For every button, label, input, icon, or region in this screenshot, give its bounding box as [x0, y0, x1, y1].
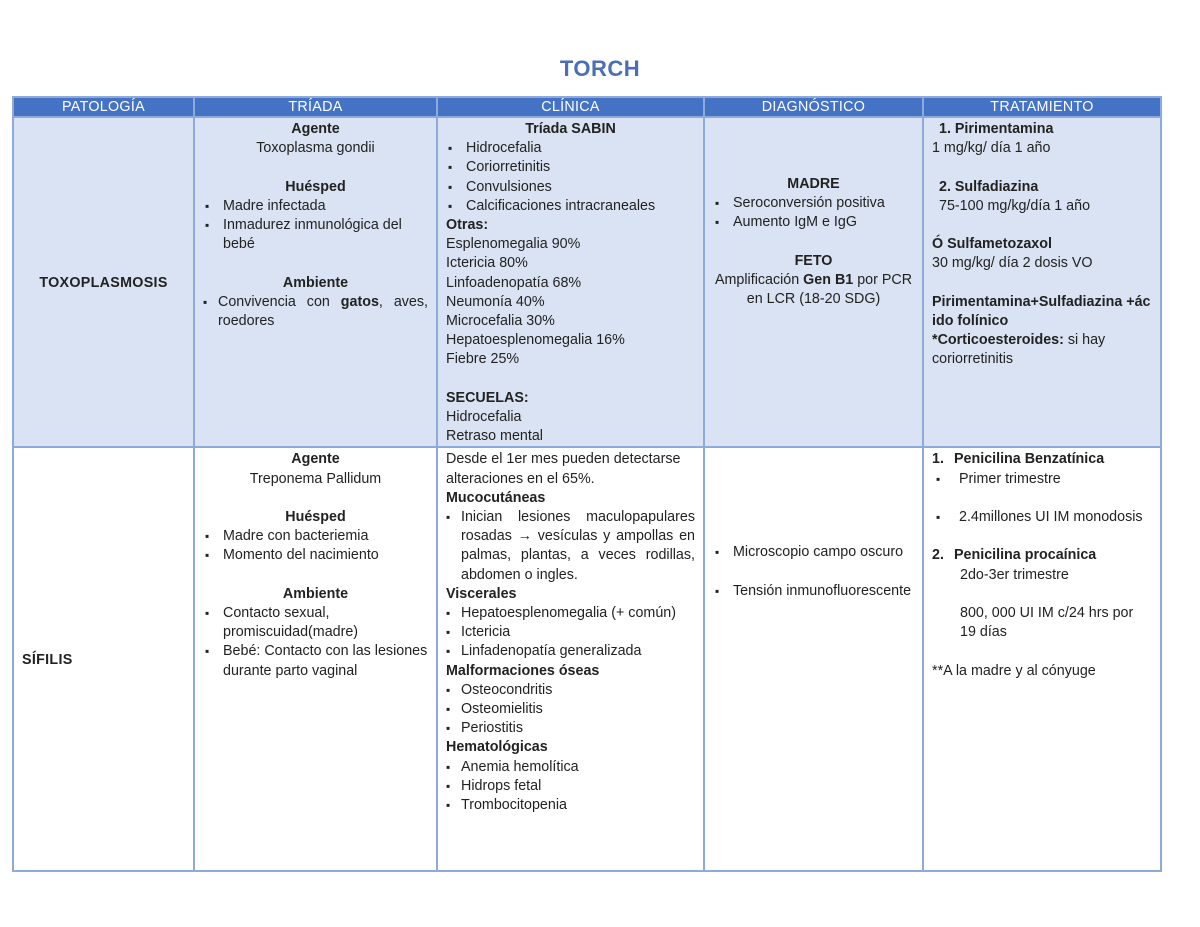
- header-tratamiento: TRATAMIENTO: [923, 97, 1161, 117]
- sabin-heading: Tríada SABIN: [525, 121, 616, 137]
- agente-value: Toxoplasma gondii: [256, 140, 375, 157]
- list-item: Neumonía 40%: [446, 293, 545, 310]
- list-item: ▪ Madre con bacteriemia: [203, 527, 428, 546]
- header-triada: TRÍADA: [194, 97, 437, 117]
- header-patologia: PATOLOGÍA: [13, 97, 194, 117]
- secuelas-heading: SECUELAS:: [446, 389, 529, 406]
- list-item: ▪ Momento del nacimiento: [203, 546, 428, 565]
- cell-patologia-toxoplasmosis: TOXOPLASMOSIS: [13, 117, 194, 447]
- list-item: ▪ Ictericia: [446, 623, 695, 642]
- list-item: ▪ Calcificaciones intracraneales: [446, 197, 695, 216]
- torch-table: [12, 96, 1162, 872]
- list-item: ▪ Hepatoesplenomegalia (+ común): [446, 604, 695, 623]
- cell-clinica-sifilis: [437, 447, 704, 871]
- treatment-dose: 2do-3er trimestre: [960, 566, 1069, 583]
- treatment-combination: Pirimentamina+Sulfadiazina +ácido folínico: [932, 293, 1151, 329]
- treatment-heading: [932, 450, 1152, 469]
- list-item: ▪ Bebé: Contacto con las lesiones durante parto vaginal: [203, 642, 428, 680]
- viscerales-heading: Viscerales: [446, 585, 517, 602]
- cell-triada-sifilis: [194, 447, 437, 871]
- cell-patologia-sifilis: SÍFILIS: [13, 447, 194, 871]
- agente-value: Treponema Pallidum: [249, 470, 382, 487]
- list-item: ▪ Trombocitopenia: [446, 796, 695, 815]
- page-title: TORCH: [559, 56, 641, 81]
- feto-bold: Gen B1: [803, 272, 854, 288]
- header-clinica: CLÍNICA: [437, 97, 704, 117]
- treatment-dose: 1 mg/kg/ día 1 año: [932, 140, 1051, 157]
- treatment-heading: 2. Sulfadiazina: [939, 178, 1039, 195]
- feto-text-post: por PCR en LCR (18-20 SDG): [746, 272, 913, 308]
- treatment-heading: 1. Pirimentamina: [939, 121, 1054, 137]
- list-item: ▪ Tensión inmunofluorescente: [713, 582, 914, 601]
- ambiente-text: Convivencia con: [218, 293, 341, 310]
- treatment-heading-text: Penicilina Benzatínica: [954, 451, 1105, 468]
- list-item: ▪ Inician lesiones maculopapulares rosadas → vesículas y ampollas en palmas, plantas, a veces rodillas, abdomen o ingles.: [446, 508, 695, 585]
- header-diagnostico: DIAGNÓSTICO: [704, 97, 923, 117]
- treatment-dose: 30 mg/kg/ día 2 dosis VO: [932, 255, 1093, 272]
- corticoesteroides-label: *Corticoesteroides:: [932, 332, 1064, 349]
- list-item: ▪ Hidrops fetal: [446, 777, 695, 796]
- corticoesteroides-note: [932, 331, 1152, 369]
- treatment-note: **A la madre y al cónyuge: [932, 662, 1096, 679]
- list-item: ▪ Seroconversión positiva: [713, 194, 914, 213]
- huesped-heading: Huésped: [285, 509, 346, 526]
- list-item: ▪ Inmadurez inmunológica del bebé: [203, 216, 428, 254]
- treatment-number: 2.: [932, 547, 944, 564]
- otras-heading: Otras:: [446, 217, 489, 234]
- cell-triada-toxoplasmosis: [194, 117, 437, 447]
- feto-text: [713, 271, 914, 309]
- mucocutaneas-heading: Mucocutáneas: [446, 489, 546, 506]
- ambiente-text-post: , aves, roedores: [218, 293, 428, 329]
- list-item: Hepatoesplenomegalia 16%: [446, 332, 625, 349]
- malformaciones-heading: Malformaciones óseas: [446, 662, 600, 679]
- list-item: ▪ Anemia hemolítica: [446, 758, 695, 777]
- ambiente-heading: Ambiente: [282, 585, 349, 602]
- table-row-toxoplasmosis: [13, 117, 1161, 447]
- cell-tratamiento-toxoplasmosis: [923, 117, 1161, 447]
- cell-tratamiento-sifilis: [923, 447, 1161, 871]
- list-item: ▪ Primer trimestre: [936, 470, 1152, 489]
- list-item: ▪ Coriorretinitis: [446, 158, 695, 177]
- list-item: ▪ Osteocondritis: [446, 681, 695, 700]
- list-item: ▪ Linfadenopatía generalizada: [446, 642, 695, 661]
- treatment-dose: 75-100 mg/kg/día 1 año: [939, 197, 1091, 214]
- agente-heading: Agente: [291, 121, 340, 137]
- cell-clinica-toxoplasmosis: [437, 117, 704, 447]
- list-item: Hidrocefalia: [446, 409, 522, 426]
- list-item: Ictericia 80%: [446, 255, 528, 272]
- list-item: ▪ Convulsiones: [446, 178, 695, 197]
- agente-heading: Agente: [291, 451, 340, 468]
- clinica-intro: Desde el 1er mes pueden detectarse alteraciones en el 65%.: [446, 451, 681, 487]
- list-item: ▪ Hidrocefalia: [446, 139, 695, 158]
- list-item: ▪ Osteomielitis: [446, 700, 695, 719]
- list-item: Microcefalia 30%: [446, 313, 555, 330]
- header-row: [13, 97, 1161, 117]
- list-item: ▪ Madre infectada: [203, 197, 428, 216]
- list-item: Linfoadenopatía 68%: [446, 274, 582, 291]
- list-item: ▪ 2.4millones UI IM monodosis: [936, 508, 1152, 527]
- table-row-sifilis: [13, 447, 1161, 871]
- list-item: ▪ Microscopio campo oscuro: [713, 543, 914, 562]
- list-item: Fiebre 25%: [446, 351, 520, 368]
- list-item: ▪ Contacto sexual, promiscuidad(madre): [203, 604, 428, 642]
- feto-heading: FETO: [794, 252, 833, 269]
- hematologicas-heading: Hematológicas: [446, 739, 548, 756]
- list-item: Esplenomegalia 90%: [446, 236, 581, 253]
- list-item: ▪ Aumento IgM e IgG: [713, 213, 914, 232]
- madre-heading: MADRE: [787, 176, 840, 192]
- list-item: ▪ Periostitis: [446, 719, 695, 738]
- ambiente-heading: Ambiente: [282, 274, 349, 291]
- corticoesteroides-text: si hay coriorretinitis: [932, 332, 1106, 368]
- cell-diagnostico-toxoplasmosis: [704, 117, 923, 447]
- cell-diagnostico-sifilis: [704, 447, 923, 871]
- treatment-heading: Ó Sulfametozaxol: [932, 236, 1052, 253]
- treatment-number: 1.: [932, 451, 944, 468]
- huesped-heading: Huésped: [285, 178, 346, 195]
- list-item: [203, 293, 428, 331]
- treatment-heading: [932, 546, 1152, 565]
- list-item: Retraso mental: [446, 428, 543, 445]
- ambiente-bold: gatos: [340, 293, 379, 310]
- treatment-dose: 800, 000 UI IM c/24 hrs por 19 días: [960, 605, 1134, 641]
- treatment-heading-text: Penicilina procaínica: [954, 547, 1097, 564]
- feto-text-pre: Amplificación: [714, 272, 804, 288]
